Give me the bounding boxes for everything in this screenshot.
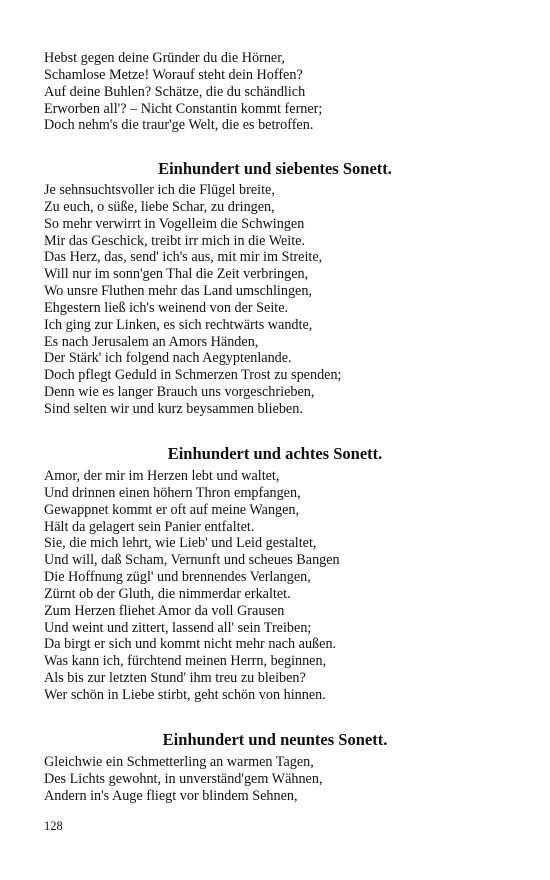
verse-line: Doch pflegt Geduld in Schmerzen Trost zu spenden; — [44, 367, 342, 384]
verse-line: Erworben all'? – Nicht Constantin kommt ferner; — [44, 100, 323, 117]
verse-line: Da birgt er sich und kommt nicht mehr nach außen. — [44, 636, 337, 653]
verse-line: Das Herz, das, send' ich's aus, mit mir im Streite, — [44, 249, 323, 266]
verse-line: Sie, die mich lehrt, wie Lieb' und Leid gestaltet, — [44, 535, 317, 552]
verse-line: Des Lichts gewohnt, in unverständ'gem Wähnen, — [44, 770, 323, 787]
verse-line: Mir das Geschick, treibt irr mich in die Weite. — [44, 232, 305, 249]
verse-line: Gewappnet kommt er oft auf meine Wangen, — [44, 501, 300, 518]
verse-line: Schamlose Metze! Worauf steht dein Hoffen? — [44, 66, 303, 83]
verse-line: Hält da gelagert sein Panier entfaltet. — [44, 518, 255, 535]
verse-line: Je sehnsuchtsvoller ich die Flügel breite, — [44, 182, 275, 198]
page-number: 128 — [44, 819, 63, 833]
verse-line: Ehgestern ließ ich's weinend von der Seite. — [44, 299, 289, 316]
verse-line: Andern in's Auge fliegt vor blindem Sehnen, — [44, 787, 298, 804]
verse-line: Auf deine Buhlen? Schätze, die du schändlich — [44, 83, 306, 100]
verse-line: Zum Herzen fliehet Amor da voll Grausen — [44, 602, 285, 619]
sonnet-body — [44, 182, 514, 418]
verse-line: Wo unsre Fluthen mehr das Land umschlingen, — [44, 283, 312, 300]
verse-line: Und drinnen einen höhern Thron empfangen, — [44, 484, 301, 501]
verse-line: Zu euch, o süße, liebe Schar, zu dringen, — [44, 198, 275, 215]
verse-line: Ich ging zur Linken, es sich rechtwärts wandte, — [44, 316, 313, 333]
verse-line: Wer schön in Liebe stirbt, geht schön von hinnen. — [44, 686, 326, 703]
verse-line: Sind selten wir und kurz beysammen blieben. — [44, 400, 303, 417]
sonnet-title: Einhundert und neuntes Sonett. — [162, 730, 388, 749]
verse-line: Hebst gegen deine Gründer du die Hörner, — [44, 50, 285, 66]
verse-line: Als bis zur letzten Stund' ihm treu zu bleiben? — [44, 670, 306, 687]
sonnet-title: Einhundert und achtes Sonett. — [167, 444, 383, 463]
previous-sonnet-ending — [44, 50, 514, 134]
verse-line: Was kann ich, fürchtend meinen Herrn, beginnen, — [44, 653, 327, 670]
verse-line: Der Stärk' ich folgend nach Aegyptenlande. — [44, 350, 292, 367]
verse-line: Zürnt ob der Gluth, die nimmerdar erkaltet. — [44, 585, 291, 602]
sonnet-title: Einhundert und siebentes Sonett. — [158, 159, 392, 178]
sonnet-body — [44, 754, 514, 805]
sonnet-body — [44, 468, 514, 704]
verse-line: Und will, daß Scham, Vernunft und scheues Bangen — [44, 552, 340, 569]
verse-line: So mehr verwirrt in Vogelleim die Schwingen — [44, 215, 305, 232]
verse-line: Es nach Jerusalem an Amors Händen, — [44, 333, 259, 350]
verse-line: Amor, der mir im Herzen lebt und waltet, — [44, 468, 280, 484]
verse-line: Denn wie es langer Brauch uns vorgeschrieben, — [44, 384, 315, 401]
verse-line: Will nur im sonn'gen Thal die Zeit verbringen, — [44, 266, 309, 283]
verse-line: Und weint und zittert, lassend all' sein Treiben; — [44, 619, 312, 636]
verse-line: Die Hoffnung zügl' und brennendes Verlangen, — [44, 569, 311, 586]
verse-line: Doch nehm's die traur'ge Welt, die es betroffen. — [44, 117, 314, 134]
verse-line: Gleichwie ein Schmetterling an warmen Tagen, — [44, 754, 314, 770]
